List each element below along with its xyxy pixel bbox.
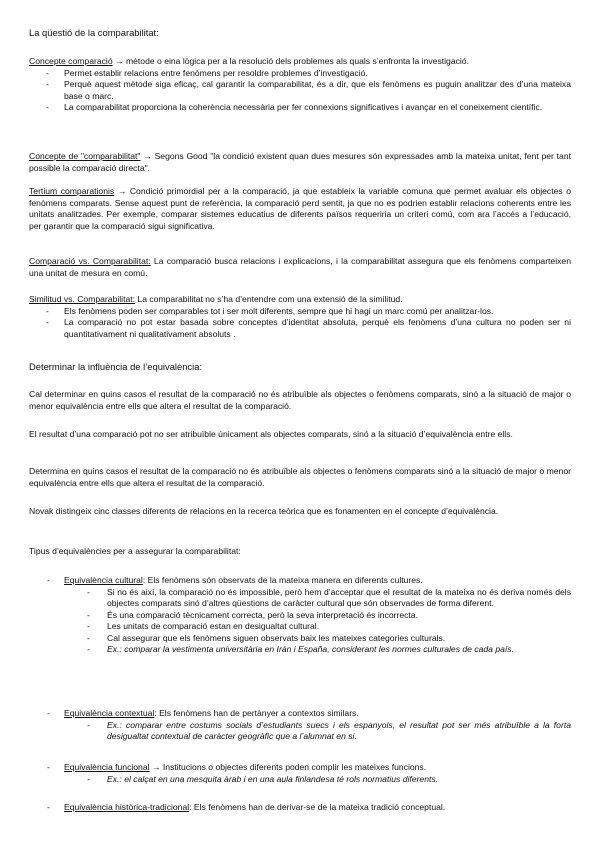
bullet-item: - Perquè aquest mètode siga eficaç, cal garantir la comparabilitat, és a dir, que els fenòmens es puguin analitzar des d’una mateixa base o marc. xyxy=(29,79,571,102)
section-concepte-comparacio xyxy=(29,56,571,114)
definition-comparacio xyxy=(29,56,571,68)
bullet-item: - La comparabilitat proporciona la coherència necessària per fer connexions significatives i avançar en el coneixement científic. xyxy=(29,102,571,114)
term-equivalencia-funcional: Equivalència funcional xyxy=(64,762,150,772)
equivalence-list xyxy=(29,762,571,785)
sub-bullet-list xyxy=(64,774,571,786)
equivalence-list xyxy=(29,708,571,743)
list-item xyxy=(29,575,571,656)
term-equivalencia-historica: Equivalència històrica-tradicional xyxy=(64,802,190,812)
list-item xyxy=(29,802,571,814)
paragraph-2: El resultat d’una comparació pot no ser atribuïble únicament als objectes comparats, sinó a la situació d’equivalència entre ells. xyxy=(29,429,513,439)
text-comparacio-vs: La comparació busca relacions i explicacions, i la comparabilitat assegura que els fenòmens comparteixen una unitat de mesura en comú. xyxy=(29,256,571,278)
text-comparabilitat: → Segons Good "la condició existent quan dues mesures són expressades amb la mateixa unitat, fent per tant possible la comparació directa". xyxy=(29,151,571,173)
term-comparacio: Concepte comparació xyxy=(29,56,113,66)
example-item: - Ex.: comparar la vestimenta universitària en Irán i España, considerant les normes culturales de cada país. xyxy=(64,644,571,656)
equivalence-list xyxy=(29,802,571,814)
equivalence-funcional xyxy=(29,762,571,785)
term-equivalencia-cultural: Equivalència cultural xyxy=(64,575,143,585)
example-item: - Ex.: el calçat en una mesquita àrab i en una aula finlandesa té rols normatius diferents. xyxy=(64,774,571,786)
definition-similitud xyxy=(29,294,571,306)
text-equivalencia-historica: : Els fenòmens han de derivar-se de la mateixa tradició conceptual. xyxy=(189,802,446,812)
example-item: - Ex.: comparar entre costums socials d’estudiants suecs i els espanyols, el resultat pot ser més atribuïble a la forta desigualtat contextual de caràcter geogràfic que a l’alumnat en si. xyxy=(64,720,571,743)
text-equivalencia-contextual: : Els fenòmens han de pertànyer a contextos similars. xyxy=(154,708,359,718)
text-equivalencia-cultural: : Els fenòmens són observats de la mateixa manera en diferents cultures. xyxy=(142,575,423,585)
bullet-item: - Els fenòmens poden ser comparables tot i ser molt diferents, sempre que hi hagi un marc comú per analitzar-los. xyxy=(29,306,571,318)
bullet-item: - Permet establir relacions entre fenòmens per resoldre problemes d’investigació. xyxy=(29,68,571,80)
equivalence-historica xyxy=(29,802,571,814)
text-tertium: → Condició primordial per a la comparació, ja que estableix la variable comuna que permet avaluar els objectes o fenòmens comparats. Sense aquest punt de referència, la comparació perd sentit, ja que no es podrien establir relacions coherents entre les unitats analitzades. Per exemple, comparar sistemes educatius de diferents països requeriria un criteri comú, com ara l’accés a l’educació, per garantir que la comparació sigui significativa. xyxy=(29,186,571,231)
text-comparacio: → mètode o eina lògica per a la resolució dels problemes als quals s’enfronta la investigació. xyxy=(112,56,469,66)
section-title: La qüestió de la comparabilitat: xyxy=(29,27,159,38)
text-equivalencia-funcional: → Institucions o objectes diferents poden complir les mateixes funcions. xyxy=(149,762,427,772)
term-tertium: Tertium comparationis xyxy=(29,186,115,196)
bullet-list-comparacio xyxy=(29,68,571,114)
section-similitud xyxy=(29,294,571,340)
section-tertium xyxy=(29,186,571,232)
equivalence-list xyxy=(29,575,571,656)
term-comparacio-vs: Comparació vs. Comparabilitat: xyxy=(29,256,151,266)
sub-bullet-item: - Si no és així, la comparació no és impossible, però hem d’acceptar que el resultat de la mateixa no és deriva només dels objectes comparats sinó d’altres qüestions de caràcter cultural que són observades de forma diferent. xyxy=(64,587,571,610)
equivalence-cultural xyxy=(29,575,571,656)
paragraph-1: Cal determinar en quins casos el resultat de la comparació no és atribuïble als objectes o fenòmens comparats, sinó a la situació de major o menor equivalència entre ells que altera el resultat de la comparació. xyxy=(29,389,571,411)
text-similitud: La comparabilitat no s’ha d’entendre com una extensió de la similitud. xyxy=(135,294,403,304)
paragraph-4: Novak distingeix cinc classes diferents de relacions en la recerca teòrica que es fonamenten en el concepte d’equivalència. xyxy=(29,506,499,516)
section-comparabilitat xyxy=(29,151,571,174)
term-similitud: Similitud vs. Comparabilitat: xyxy=(29,294,136,304)
heading-equivalencia: Determinar la influència de l’equivalència: xyxy=(29,361,203,372)
term-equivalencia-contextual: Equivalència contextual xyxy=(64,708,155,718)
bullet-item: - La comparació no pot estar basada sobre conceptes d’identitat absoluta, perquè els fenòmens d’una cultura no poden ser ni quantitativament ni qualitativament absoluts . xyxy=(29,317,571,340)
paragraph-5: Tipus d’equivalències per a assegurar la comparabilitat: xyxy=(29,546,241,556)
sub-bullet-list xyxy=(64,587,571,656)
sub-bullet-item: - És una comparació tècnicament correcta, però la seva interpretació és incorrecta. xyxy=(64,610,571,622)
sub-bullet-item: - Cal assegurar que els fenòmens siguen observats baix les mateixes categories culturals. xyxy=(64,633,571,645)
list-item xyxy=(29,708,571,743)
list-item xyxy=(29,762,571,785)
paragraph-3: Determina en quins casos el resultat de la comparació no és atribuïble als objectes o fenòmens comparats sinó a la situació de major o menor equivalència entre ells que altera el resultat de la comparació. xyxy=(29,466,571,488)
section-comparacio-vs xyxy=(29,256,571,279)
bullet-list-similitud xyxy=(29,306,571,341)
sub-bullet-item: - Les unitats de comparació estan en desigualtat cultural. xyxy=(64,621,571,633)
sub-bullet-list xyxy=(64,720,571,743)
equivalence-contextual xyxy=(29,708,571,743)
term-comparabilitat: Concepte de "comparabilitat" xyxy=(29,151,141,161)
